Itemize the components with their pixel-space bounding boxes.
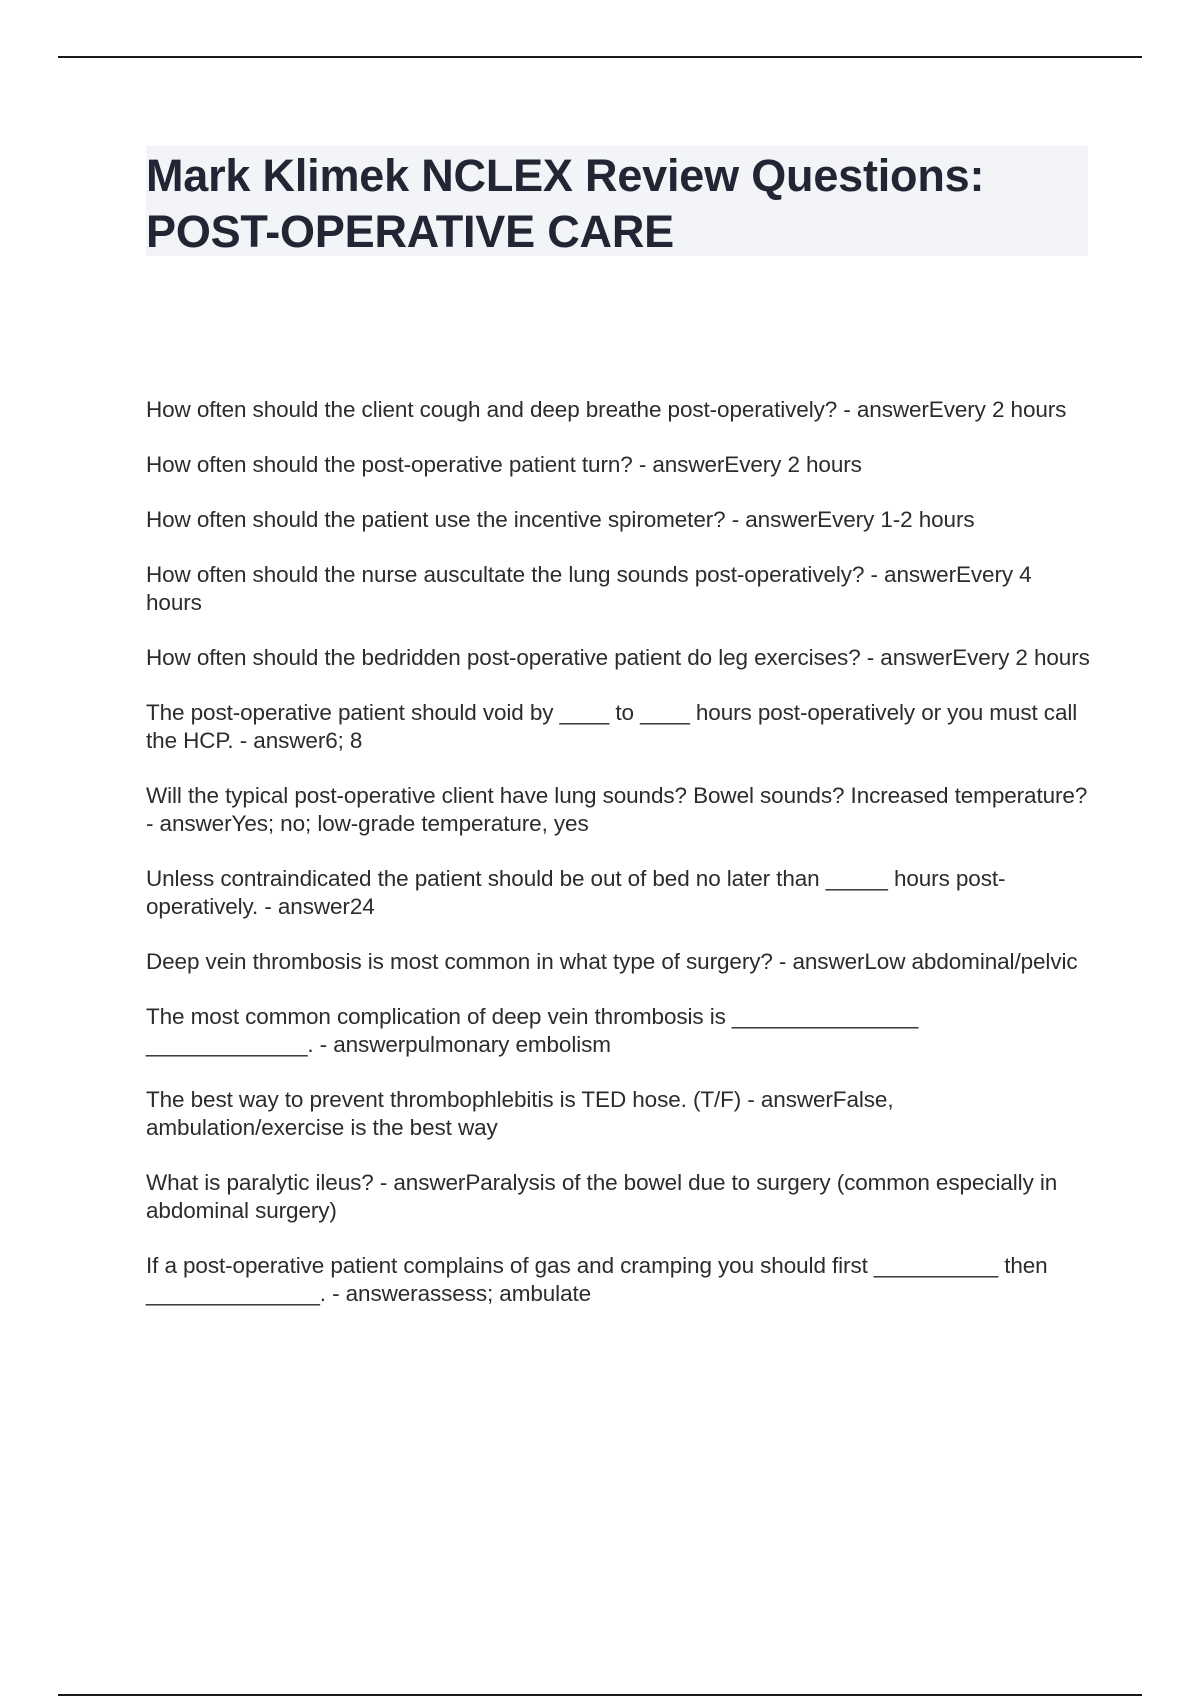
qa-item: How often should the nurse auscultate the lung sounds post-operatively? - answerEvery 4 hours	[146, 562, 1032, 615]
qa-item: What is paralytic ileus? - answerParalysis of the bowel due to surgery (common especially in abdominal surgery)	[146, 1170, 1058, 1223]
page-title-line-2: POST-OPERATIVE CARE	[146, 206, 674, 257]
page-title-line-1: Mark Klimek NCLEX Review Questions:	[146, 150, 985, 201]
qa-item: How often should the client cough and deep breathe post-operatively? - answerEvery 2 hours	[146, 397, 1067, 422]
qa-item: Will the typical post-operative client have lung sounds? Bowel sounds? Increased temperature? - answerYes; no; low-grade temperature, yes	[146, 783, 1088, 836]
qa-item: How often should the post-operative patient turn? - answerEvery 2 hours	[146, 452, 862, 477]
qa-list	[146, 396, 1090, 1335]
qa-item: The post-operative patient should void by ____ to ____ hours post-operatively or you must call the HCP. - answer6; 8	[146, 700, 1078, 753]
qa-item: How often should the bedridden post-operative patient do leg exercises? - answerEvery 2 hours	[146, 645, 1090, 670]
bottom-rule	[58, 1694, 1142, 1696]
top-rule	[58, 56, 1142, 58]
qa-item: The best way to prevent thrombophlebitis is TED hose. (T/F) - answerFalse, ambulation/exercise is the best way	[146, 1087, 894, 1140]
qa-item: Deep vein thrombosis is most common in what type of surgery? - answerLow abdominal/pelvic	[146, 949, 1078, 974]
qa-item: If a post-operative patient complains of gas and cramping you should first __________ then ______________. - answerassess; ambulate	[146, 1253, 1048, 1306]
qa-item: How often should the patient use the incentive spirometer? - answerEvery 1-2 hours	[146, 507, 975, 532]
title-block	[146, 146, 1088, 256]
qa-item: The most common complication of deep vein thrombosis is _______________ _____________. - answerpulmonary embolism	[146, 1004, 919, 1057]
qa-item: Unless contraindicated the patient should be out of bed no later than _____ hours post-operatively. - answer24	[146, 866, 1006, 919]
page-title	[146, 148, 1088, 260]
